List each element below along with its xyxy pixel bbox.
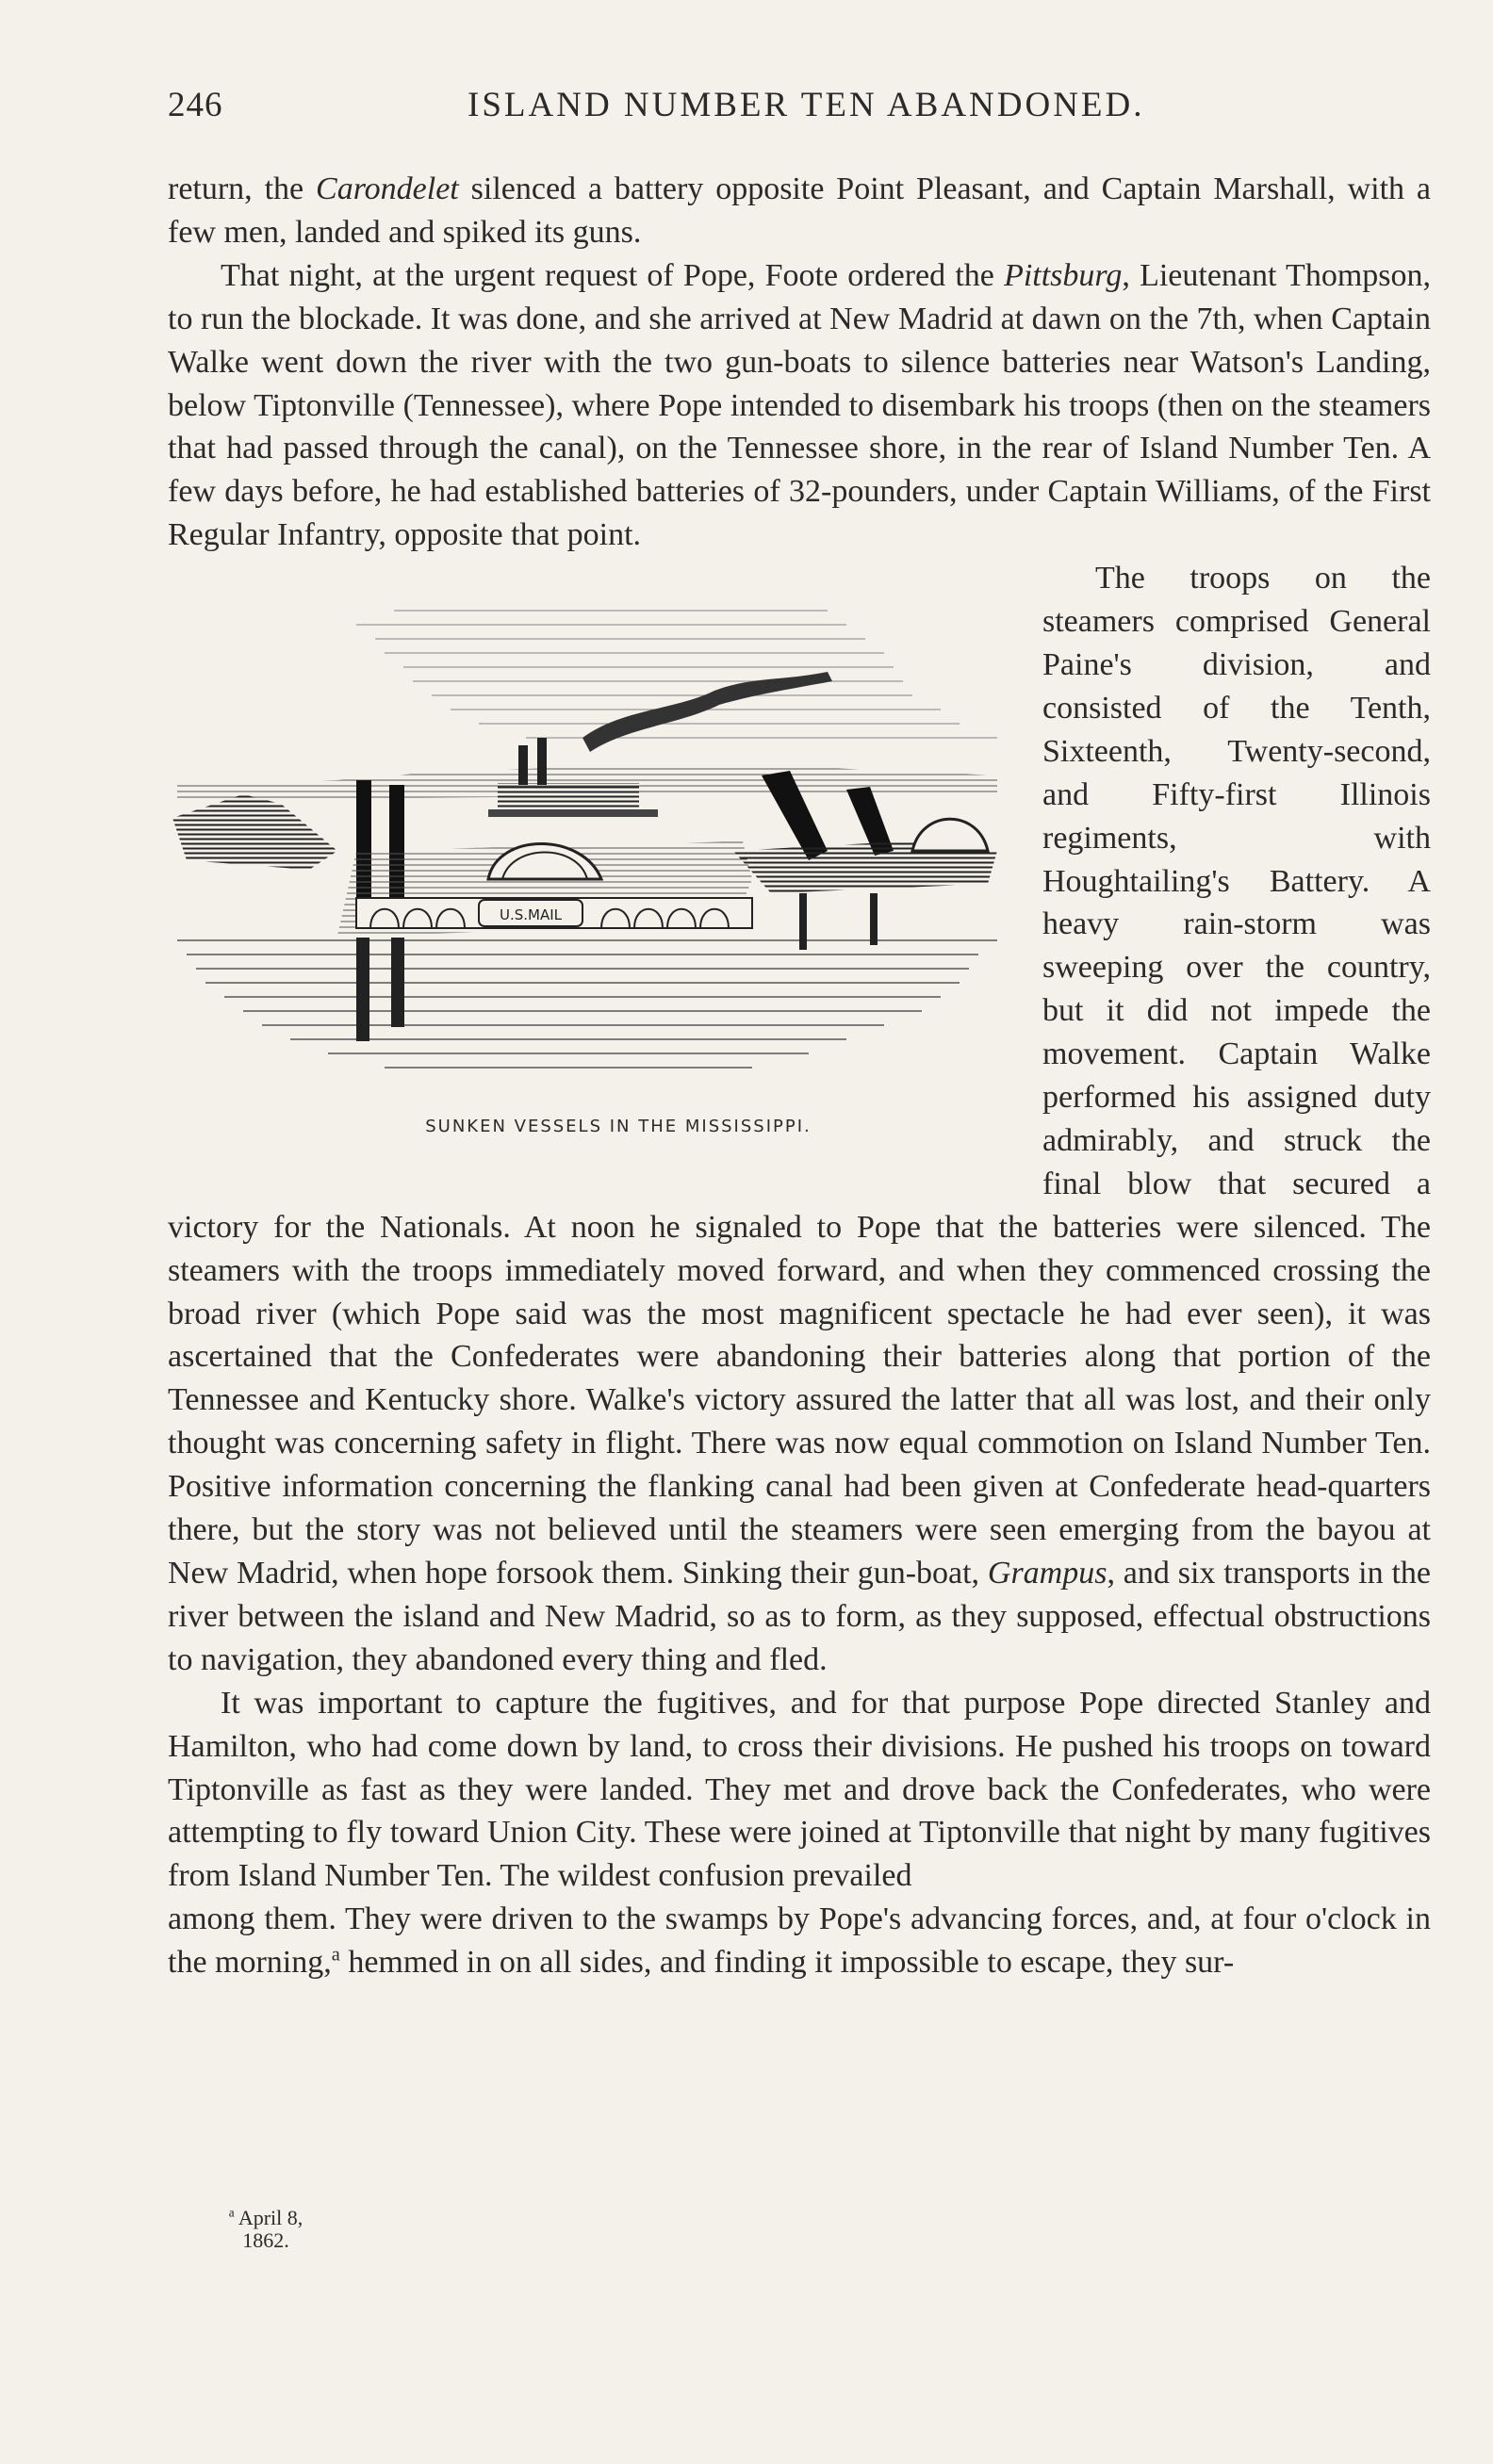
ship-name-carondelet: Carondelet xyxy=(316,171,459,206)
smoke-plume xyxy=(582,672,832,752)
paragraph-4: It was important to capture the fugitives, and for that purpose Pope directed Stanley and Hamilton, who had come down by land, to cross their divisions. He pushed his troops on toward Tiptonville as fast as they were landed. They met and drove back the Confederates, who were attempting to fly toward Union City. These were joined at Tiptonville that night by many fugitives from Island Number Ten. The wildest confusion prevailed xyxy=(168,1685,1431,1894)
margin-note-year: 1862. xyxy=(242,2228,289,2252)
paragraph-2: That night, at the urgent request of Pope, Foote ordered the Pittsburg, Lieutenant Thompson, to run the blockade. It was done, and she arrived at New Madrid at dawn on the 7th, when Captain Walke went down the river with the two gun-boats to silence batteries near Watson's Landing, below Tiptonville (Tennessee), where Pope intended to disembark his troops (then on the steamers that had passed through the canal), on the Tennessee shore, in the rear of Island Number Ten. A few days before, he had established batteries of 32-pounders, under Captain Williams, of the First Regular Infantry, opposite that point. xyxy=(168,257,1431,553)
running-title: ISLAND NUMBER TEN ABANDONED. xyxy=(468,86,1145,124)
paragraph-4-continued: among them. They were driven to the swamps by Pope's advancing forces, and, at four o'clock in the morning,$^a$ hemmed in on all sides, and finding it impossible to escape, they sur- xyxy=(168,1901,1431,1981)
margin-date-note xyxy=(209,2207,322,2252)
figure-caption: SUNKEN VESSELS IN THE MISSISSIPPI. xyxy=(425,1117,812,1137)
paragraph-1: return, the Carondelet silenced a battery opposite Point Pleasant, and Captain Marshall, with a few men, landed and spiked its guns. xyxy=(168,171,1432,250)
page-number: 246 xyxy=(168,86,223,124)
margin-note-date: April 8, xyxy=(238,2206,304,2229)
body-text xyxy=(168,168,1431,1984)
margin-note-marker: a xyxy=(228,2205,235,2220)
boat-label: U.S.MAIL xyxy=(499,906,563,924)
water-hatching xyxy=(177,940,997,1068)
engraving-sunken-vessels xyxy=(168,568,1016,1096)
footnote-ref: a xyxy=(331,1944,340,1966)
illustration-sunken-vessels xyxy=(168,568,1016,1188)
ship-name-grampus: Grampus xyxy=(987,1556,1107,1591)
page-header xyxy=(168,77,1431,134)
ship-name-pittsburg: Pittsburg xyxy=(1004,257,1123,293)
paragraph-3: U.S.MAIL SUNKEN VESSELS IN THE MISSISSIPPI. The troops on the steamers comprised General Paine's division, and consisted of the Tenth, Sixteenth, Twenty-second, and Fifty-first Illinois regiments, with Houghtailing's Battery. A heavy rain-storm was sweeping over the country, but it did not impede the movement. Captain Walke performed his assigned duty admirably, and struck the final blow that secured a victory for the Nationals. At noon he signaled to Pope that the batteries were silenced. The steamers with the troops immediately moved forward, and when they commenced crossing the broad river (which Pope said was the most magnificent spectacle he had ever seen), it was ascertained that the Confederates were abandoning their batteries along that portion of the Tennessee and Kentucky shore. Walke's victory assured the latter that all was lost, and their only thought was concerning safety in flight. There was now equal commotion on Island Number Ten. Positive information concerning the flanking canal had been given at Confederate head-quarters there, but the story was not believed until the steamers were seen emerging from the bayou at New Madrid, when hope forsook them. Sinking their gun-boat, Grampus, and six transports in the river between the island and New Madrid, so as to form, as they supposed, effectual obstructions to navigation, they abandoned every thing and fled. xyxy=(168,561,1431,1677)
left-wreck xyxy=(172,794,337,870)
